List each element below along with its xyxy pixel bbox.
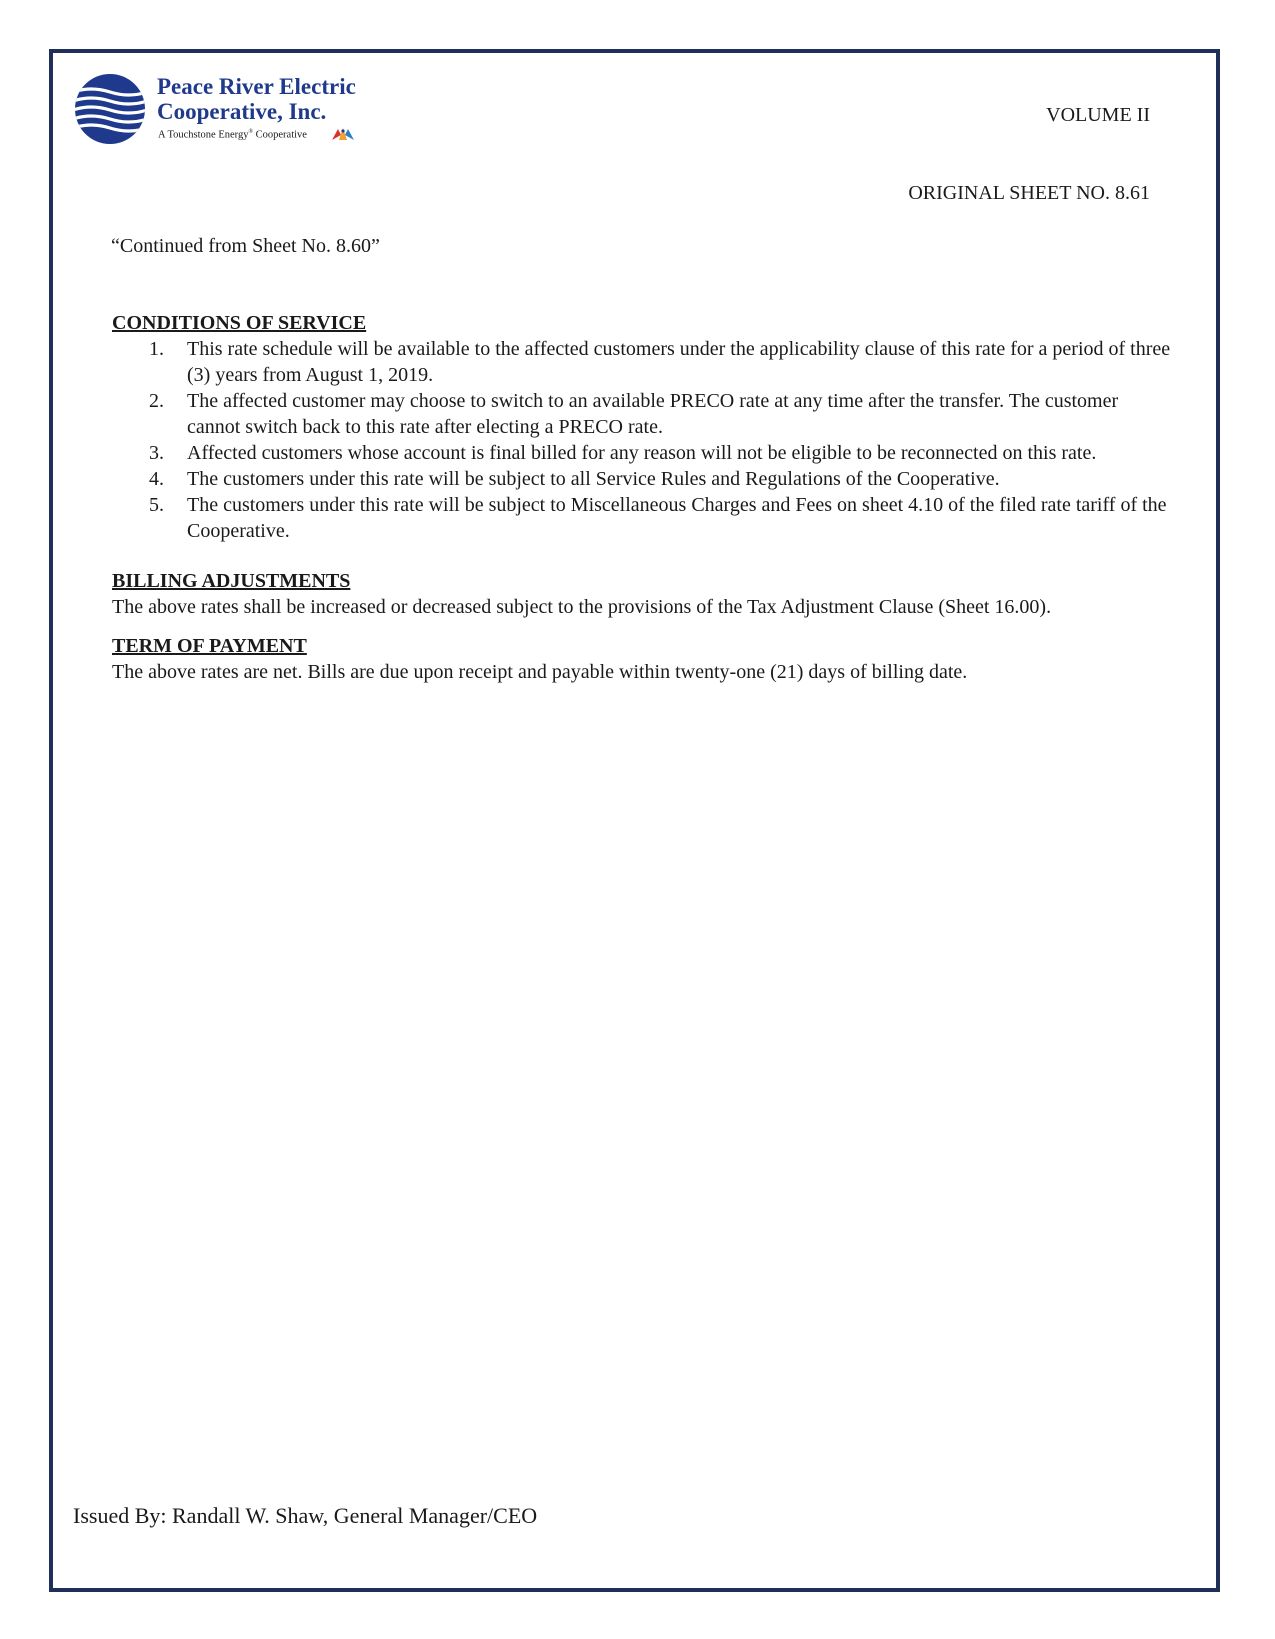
tariff-content xyxy=(112,310,1172,685)
conditions-list xyxy=(112,336,1172,544)
list-item-number: 5. xyxy=(149,494,164,516)
company-tagline xyxy=(158,129,307,141)
term-of-payment-text: The above rates are net. Bills are due upon receipt and payable within twenty-one (21) days of billing date. xyxy=(112,661,968,683)
sheet-number: ORIGINAL SHEET NO. 8.61 xyxy=(908,182,1150,204)
conditions-heading: CONDITIONS OF SERVICE xyxy=(112,312,367,334)
list-item xyxy=(112,466,1172,492)
list-item-number: 3. xyxy=(149,442,164,464)
company-name xyxy=(157,74,356,124)
page-border xyxy=(49,49,1220,1592)
company-logo xyxy=(73,72,393,148)
list-item-text: The customers under this rate will be subject to Miscellaneous Charges and Fees on sheet 4.10 of the filed rate tariff of the Cooperative. xyxy=(187,494,1167,542)
term-of-payment-heading: TERM OF PAYMENT xyxy=(112,635,307,657)
touchstone-energy-icon xyxy=(330,126,356,142)
tagline-part2: Cooperative xyxy=(253,129,307,141)
list-item-number: 4. xyxy=(149,468,164,490)
billing-adjustments-heading: BILLING ADJUSTMENTS xyxy=(112,570,351,592)
tagline-registered-mark: ® xyxy=(248,129,254,135)
list-item xyxy=(112,440,1172,466)
wave-globe-icon xyxy=(73,72,147,146)
billing-adjustments-text: The above rates shall be increased or decreased subject to the provisions of the Tax Adjustment Clause (Sheet 16.00). xyxy=(112,596,1052,618)
list-item-text: The customers under this rate will be subject to all Service Rules and Regulations of the Cooperative. xyxy=(187,468,1000,490)
list-item-text: The affected customer may choose to switch to an available PRECO rate at any time after the transfer. The customer cannot switch back to this rate after electing a PRECO rate. xyxy=(187,390,1119,438)
company-name-line2: Cooperative, Inc. xyxy=(157,99,327,124)
list-item-text: This rate schedule will be available to the affected customers under the applicability clause of this rate for a period of three (3) years from August 1, 2019. xyxy=(187,338,1171,386)
continued-note: “Continued from Sheet No. 8.60” xyxy=(111,235,380,257)
list-item xyxy=(112,388,1172,440)
list-item-text: Affected customers whose account is final billed for any reason will not be eligible to be reconnected on this rate. xyxy=(187,442,1097,464)
list-item-number: 2. xyxy=(149,390,164,412)
list-item xyxy=(112,336,1172,388)
volume-label: VOLUME II xyxy=(1046,104,1150,126)
tagline-part1: A Touchstone Energy xyxy=(158,129,249,141)
list-item xyxy=(112,492,1172,544)
list-item-number: 1. xyxy=(149,338,164,360)
company-name-line1: Peace River Electric xyxy=(157,74,356,99)
issued-by: Issued By: Randall W. Shaw, General Manager/CEO xyxy=(73,1503,538,1528)
